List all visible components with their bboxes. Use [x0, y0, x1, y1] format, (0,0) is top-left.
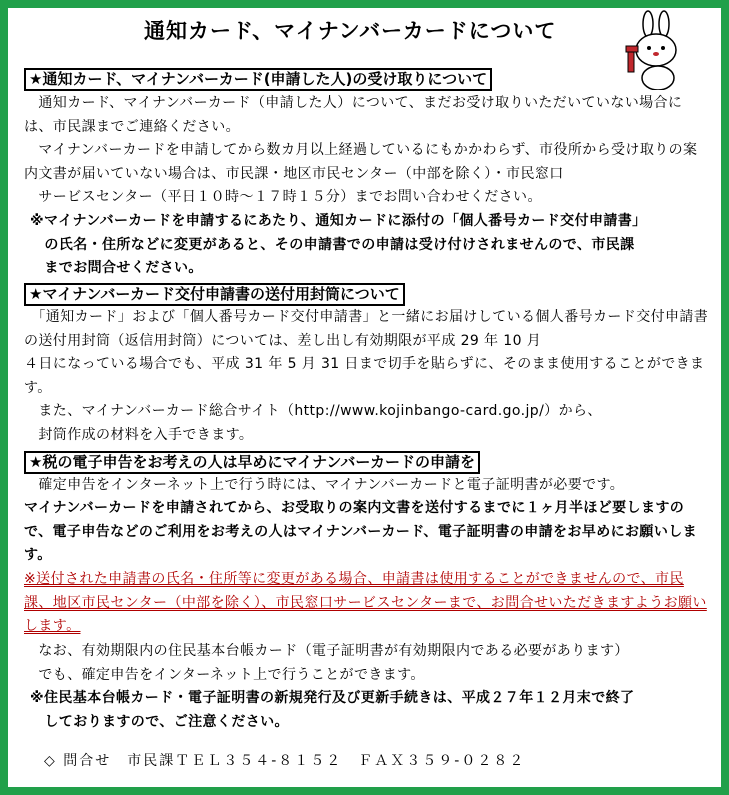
page-title: 通知カード、マイナンバーカードについて: [144, 19, 557, 43]
envelope-site-paragraph: また、マイナンバーカード総合サイト（http://www.kojinbango-card.go.jp/）から、 封筒作成の材料を入手できます。: [38, 403, 602, 443]
rabbit-mascot-icon: [620, 10, 690, 90]
e-tax-underlined-note: [24, 568, 709, 639]
resident-card-note: ※住民基本台帳カード・電子証明書の新規発行及び更新手続きは、平成２７年１２月末で終了 しておりますので、ご注意ください。: [30, 690, 635, 730]
section-heading-envelope: ★マイナンバーカード交付申請書の送付用封筒について: [24, 283, 405, 306]
card-receipt-inquiry-paragraph: マイナンバーカードを申請してから数カ月以上経過しているにもかかわらず、市役所から受け取りの案内文書が届いていない場合は、市民課・地区市民センター（中部を除く）・市民窓口 サービスセンター（平日１０時～１７時１５分）までお問い合わせください。: [24, 142, 698, 205]
card-receipt-paragraph: 通知カード、マイナンバーカード（申請した人）について、まだお受け取りいただいていない場合には、市民課までご連絡ください。: [24, 95, 683, 135]
e-tax-paragraph: 確定申告をインターネット上で行う時には、マイナンバーカードと電子証明書が必要です。: [24, 477, 625, 493]
e-tax-note-text: ※送付された申請書の氏名・住所等に変更がある場合、申請書は使用することができませんので、市民課、地区市民センター（中部を除く）、市民窓口サービスセンターまで、お問合せいただきますようお願いします。: [24, 571, 707, 634]
section-heading-card-receipt: ★通知カード、マイナンバーカード(申請した人)の受け取りについて: [24, 68, 492, 91]
e-tax-bold-paragraph: マイナンバーカードを申請されてから、お受取りの案内文書を送付するまでに１ヶ月半ほど要しますので、電子申告などのご利用をお考えの人はマイナンバーカード、電子証明書の申請をお早めにお願いします。: [24, 500, 698, 563]
section-heading-e-tax: ★税の電子申告をお考えの人は早めにマイナンバーカードの申請を: [24, 451, 480, 474]
card-receipt-note: ※マイナンバーカードを申請するにあたり、通知カードに添付の「個人番号カード交付申請書」 の氏名・住所などに変更があると、その申請書での申請は受け付けされませんので、市民課 までお問合せください。: [30, 213, 647, 276]
envelope-paragraph: 「通知カード」および「個人番号カード交付申請書」と一緒にお届けしている個人番号カード交付申請書の送付用封筒（返信用封筒）については、差し出し有効期限が平成 29 年 10 月 ４日になっている場合でも、平成 31 年 5 月 31 日まで切手を貼らずに、そのまま使用することができます。: [24, 309, 709, 396]
resident-card-paragraph: なお、有効期限内の住民基本台帳カード（電子証明書が有効期限内である必要があります） でも、確定申告をインターネット上で行うことができます。: [38, 643, 629, 683]
contact-footer: ◇ 問合せ 市民課ＴＥＬ３５４-８１５２ ＦＡＸ３５９-０２８２: [44, 753, 526, 769]
